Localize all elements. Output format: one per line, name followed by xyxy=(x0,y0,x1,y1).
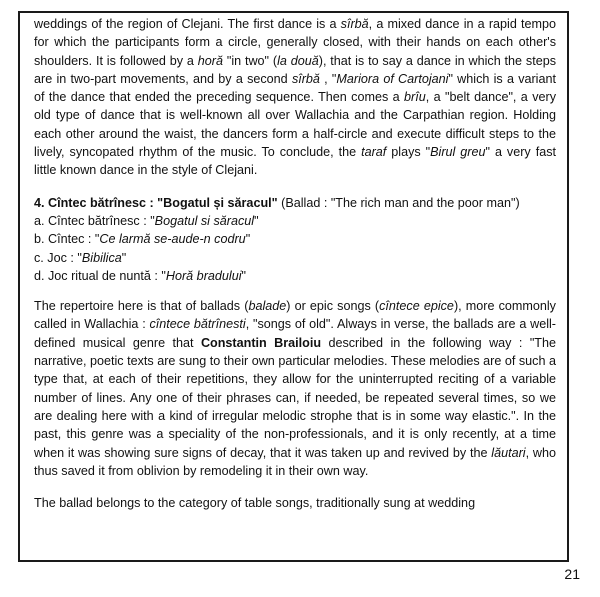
song-translation: (Ballad : "The rich man and the poor man") xyxy=(277,195,520,210)
page-number: 21 xyxy=(564,566,580,582)
author-name: Constantin Brailoiu xyxy=(200,335,322,350)
list-item: b. Cîntec : "Ce larmă se-aude-n codru" xyxy=(34,232,251,247)
list-item: d. Joc ritual de nuntă : "Horă bradului" xyxy=(34,268,246,283)
track-list xyxy=(34,212,556,285)
song-heading: 4. Cîntec bătrînesc : "Bogatul și săracul" (Ballad : "The rich man and the poor man") xyxy=(34,195,520,210)
paragraph-ballads: The repertoire here is that of ballads (balade) or epic songs (cîntece epice), more commonly called in Wallachia : cîntece bătrînesti, "songs of old". Always in verse, the ballads are a well-defined musical genre that Constantin Brailoiu described in the following way : "The narrative, poetic texts are sung to their own particular melodies. These melodies are of such a type that, at each of their repetitions, they allow for the uninterrupted reciting of a variable number of lines. Any one of their phrases can, if needed, be repeated several times, so we are dealing here with a kind of irregular melodic strophe that is in some way elastic.". In the past, this genre was a speciality of the non-professionals, and it is only recently, at a time when it was showing sure signs of decay, that it was taken up and revived by the lăutari, who thus saved it from oblivion by remodeling it in their own way. xyxy=(34,299,557,478)
paragraph-dances: weddings of the region of Clejani. The first dance is a sîrbă, a mixed dance in a rapid tempo for which the participants form a circle, generally closed, with their hands on each other's shoulders. It is followed by a horă "in two" (la două), that is to say a dance in which the steps are in two-part movements, and by a second sîrbă , "Mariora of Cartojani" which is a variant of the dance that ended the preceding sequence. Then comes a brîu, a "belt dance", a very old type of dance that is well-known all over Wallachia and the Carpathian region. Holding each other around the waist, the dancers form a half-circle and execute difficult steps to the lively, syncopated rhythm of the music. To conclude, the taraf plays "Birul greu" a very fast little known dance in the style of Clejani. xyxy=(34,17,557,178)
text-frame xyxy=(18,11,569,562)
paragraph-table-songs: The ballad belongs to the category of table songs, traditionally sung at wedding xyxy=(34,496,476,511)
list-item: c. Joc : "Bibilica" xyxy=(34,250,127,265)
page-content xyxy=(34,15,556,512)
list-item: a. Cîntec bătrînesc : "Bogatul si săracul" xyxy=(34,213,259,228)
song-number-label: 4. Cîntec bătrînesc : " xyxy=(34,195,164,210)
song-title: Bogatul și săracul xyxy=(163,195,272,210)
